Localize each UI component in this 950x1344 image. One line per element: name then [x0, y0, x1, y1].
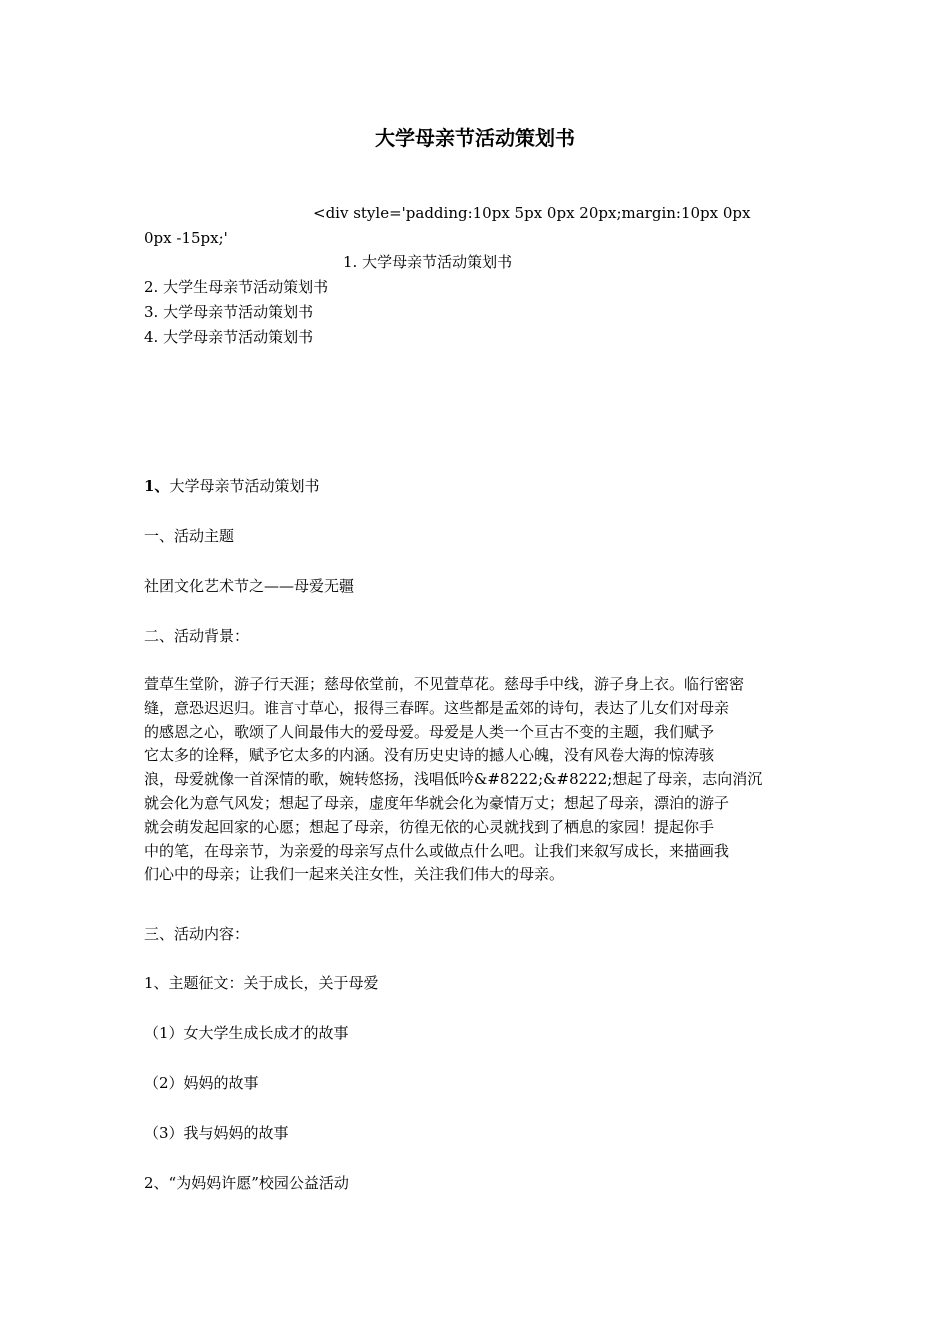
content-sub-item-2: （2）妈妈的故事	[144, 1074, 259, 1092]
background-line-8: 中的笔，在母亲节，为亲爱的母亲写点什么或做点什么吧。让我们来叙写成长，来描画我	[144, 841, 730, 860]
background-line-4: 它太多的诠释，赋予它太多的内涵。没有历史史诗的撼人心魄，没有风卷大海的惊涛骇	[144, 746, 715, 765]
background-line-2: 缝，意恐迟迟归。谁言寸草心，报得三春晖。这些都是孟郊的诗句，表达了儿女们对母亲	[144, 698, 730, 717]
content-heading: 三、活动内容：	[144, 925, 250, 943]
section-1-heading	[144, 474, 319, 498]
background-line-6: 就会化为意气风发；想起了母亲，虚度年华就会化为豪情万丈；想起了母亲，漂泊的游子	[144, 793, 730, 812]
toc-item-3[interactable]: 3. 大学母亲节活动策划书	[144, 303, 314, 321]
background-line-9: 们心中的母亲；让我们一起来关注女性，关注我们伟大的母亲。	[144, 865, 565, 884]
code-fragment-line-2: 0px -15px;'	[144, 229, 228, 247]
section-1-title: 大学母亲节活动策划书	[169, 477, 320, 495]
toc-item-2[interactable]: 2. 大学生母亲节活动策划书	[144, 278, 329, 296]
document-title: 大学母亲节活动策划书	[375, 126, 575, 150]
toc-item-1[interactable]: 1. 大学母亲节活动策划书	[343, 253, 513, 271]
background-line-1: 萱草生堂阶，游子行天涯；慈母依堂前，不见萱草花。慈母手中线，游子身上衣。临行密密	[144, 675, 745, 693]
background-heading: 二、活动背景：	[144, 627, 250, 645]
content-item-1: 1、主题征文：关于成长，关于母爱	[144, 974, 379, 992]
code-fragment-line-1: <div style='padding:10px 5px 0px 20px;margin:10px 0px	[313, 204, 751, 222]
background-line-5: 浪，母爱就像一首深情的歌，婉转悠扬，浅唱低吟&#8222;&#8222;想起了母亲，志向消沉	[144, 770, 763, 789]
section-1-number: 1、	[144, 477, 170, 495]
toc-item-4[interactable]: 4. 大学母亲节活动策划书	[144, 328, 314, 346]
theme-text: 社团文化艺术节之——母爱无疆	[144, 577, 355, 595]
content-sub-item-3: （3）我与妈妈的故事	[144, 1124, 289, 1142]
background-line-3: 的感恩之心，歌颂了人间最伟大的爱母爱。母爱是人类一个亘古不变的主题，我们赋予	[144, 722, 715, 741]
theme-heading: 一、活动主题	[144, 527, 235, 545]
content-sub-item-1: （1）女大学生成长成才的故事	[144, 1024, 349, 1042]
background-line-7: 就会萌发起回家的心愿；想起了母亲，彷徨无依的心灵就找到了栖息的家园！提起你手	[144, 817, 715, 836]
background-paragraph	[144, 673, 814, 887]
content-item-2: 2、“为妈妈许愿”校园公益活动	[144, 1174, 349, 1192]
